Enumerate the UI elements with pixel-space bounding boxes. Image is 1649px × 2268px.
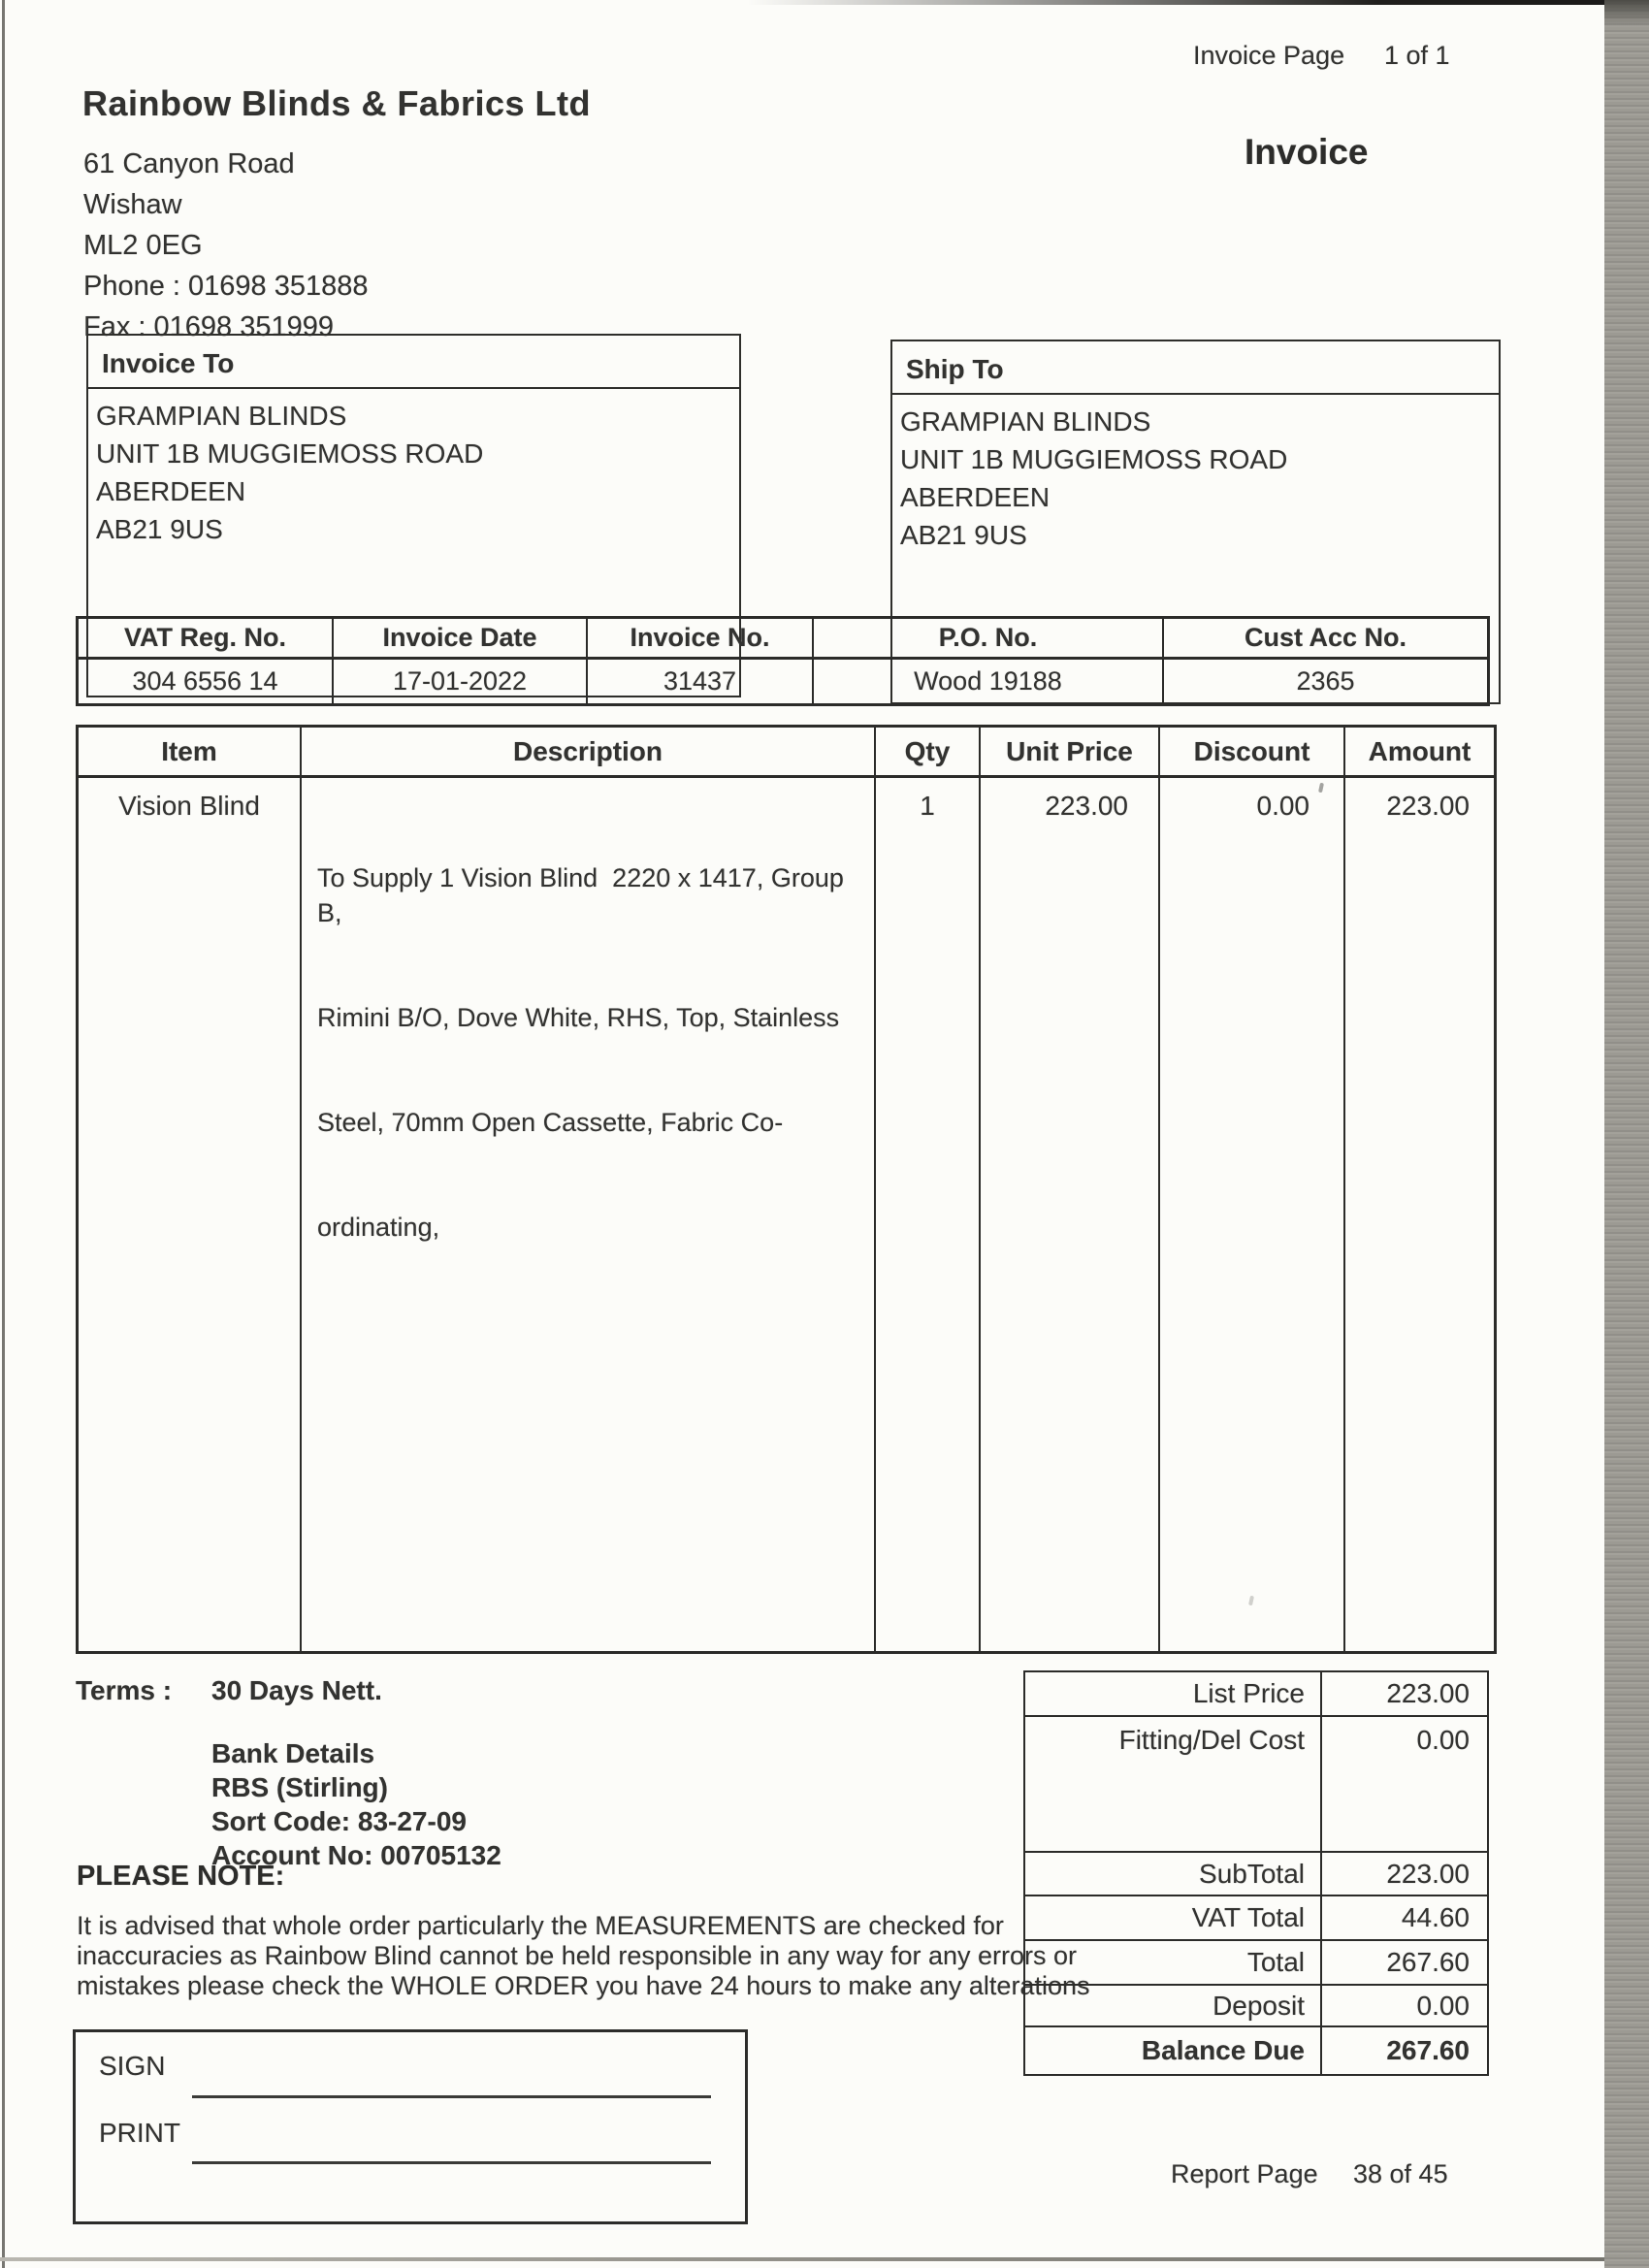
ship-to-line: AB21 9US [900,520,1027,550]
item-unit-price-cell: 223.00 [981,778,1160,1651]
ship-to-line: UNIT 1B MUGGIEMOSS ROAD [900,444,1288,474]
item-description-line: ordinating, [317,1213,440,1242]
meta-header-cust-acc-no: Cust Acc No. [1164,619,1487,660]
ship-to-line: GRAMPIAN BLINDS [900,406,1151,437]
item-discount-cell: 0.00 [1160,778,1345,1651]
scan-top-edge [747,0,1649,5]
please-note-line: It is advised that whole order particularly the MEASUREMENTS are checked for [77,1911,1004,1940]
sign-line [192,2095,711,2098]
item-description-line: Rimini B/O, Dove White, RHS, Top, Stainless [317,1003,840,1032]
sign-label: SIGN [99,2051,166,2081]
item-name-cell: Vision Blind [79,778,302,1651]
company-phone: Phone : 01698 351888 [83,271,369,302]
report-page-value: 38 of 45 [1353,2159,1448,2188]
company-address-line: Wishaw [83,189,182,220]
meta-value-cust-acc-no: 2365 [1296,666,1355,696]
bank-details-line: Account No: 00705132 [211,1840,501,1870]
meta-header-po-no: P.O. No. [814,619,1164,660]
document-title: Invoice [1245,132,1369,172]
company-address-line: 61 Canyon Road [83,148,295,179]
ship-to-line: ABERDEEN [900,482,1051,512]
ship-to-label: Ship To [892,341,1499,395]
items-header-unit-price: Unit Price [981,728,1160,778]
totals-label-total: Total [1025,1939,1322,1984]
please-note-heading: PLEASE NOTE: [77,1861,285,1892]
totals-box [1023,1670,1489,2076]
ship-to-address [892,395,1499,554]
print-label: PRINT [99,2118,180,2148]
invoice-page-label: Invoice Page [1193,41,1345,70]
meta-value-invoice-no: 31437 [588,660,814,703]
meta-value-po-no: Wood 19188 [814,660,1164,703]
invoice-to-line: AB21 9US [96,514,223,544]
bank-details-line: Sort Code: 83-27-09 [211,1806,467,1836]
bank-details-line: Bank Details [211,1738,375,1768]
report-page-indicator [1171,2159,1448,2189]
invoice-meta-table [76,616,1490,706]
bank-details-block [211,1736,501,1872]
totals-value-list-price: 223.00 [1386,1678,1470,1708]
items-header-amount: Amount [1345,728,1494,778]
totals-value-vat-total: 44.60 [1322,1895,1487,1939]
totals-label-subtotal: SubTotal [1025,1851,1322,1895]
meta-header-invoice-no: Invoice No. [588,619,814,660]
meta-header-invoice-date: Invoice Date [334,619,588,660]
invoice-page-indicator [1193,41,1450,71]
company-address-block [83,144,369,347]
please-note-text [77,1911,1089,2001]
meta-value-invoice-date: 17-01-2022 [334,660,588,703]
invoice-page-value: 1 of 1 [1384,41,1450,70]
invoice-to-address [88,389,739,548]
terms-value: 30 Days Nett. [211,1675,382,1705]
items-header-discount: Discount [1160,728,1345,778]
company-address-line: ML2 0EG [83,230,203,261]
bank-details-line: RBS (Stirling) [211,1772,388,1802]
totals-label-vat-total: VAT Total [1025,1895,1322,1939]
totals-label-balance-due: Balance Due [1025,2025,1322,2074]
invoice-to-line: UNIT 1B MUGGIEMOSS ROAD [96,438,484,469]
report-page-label: Report Page [1171,2159,1318,2188]
meta-value-vat-reg-no: 304 6556 14 [79,660,334,703]
item-amount-cell: 223.00 [1386,791,1470,821]
print-line [192,2161,711,2164]
company-fax: Fax : 01698 351999 [83,311,334,342]
item-description-cell [302,778,876,1651]
scan-right-band [1604,0,1649,2268]
meta-header-vat-reg-no: VAT Reg. No. [79,619,334,660]
item-description-line: Steel, 70mm Open Cassette, Fabric Co- [317,1108,784,1137]
line-items-table [76,725,1497,1654]
scan-bottom-edge [0,2257,1604,2261]
please-note-line: mistakes please check the WHOLE ORDER you have 24 hours to make any alterations [77,1971,1090,2000]
totals-value-fitting-del-cost: 0.00 [1322,1715,1487,1851]
totals-value-total: 267.60 [1322,1939,1487,1984]
signature-box [73,2029,748,2224]
invoice-to-line: GRAMPIAN BLINDS [96,401,347,431]
item-description-line: To Supply 1 Vision Blind 2220 x 1417, Group B, [317,863,852,927]
totals-value-deposit: 0.00 [1322,1984,1487,2025]
totals-label-fitting-del-cost: Fitting/Del Cost [1025,1715,1322,1851]
company-name: Rainbow Blinds & Fabrics Ltd [82,83,592,123]
items-header-description: Description [302,728,876,778]
totals-value-subtotal: 223.00 [1322,1851,1487,1895]
totals-label-deposit: Deposit [1025,1984,1322,2025]
totals-value-balance-due: 267.60 [1322,2025,1487,2074]
items-header-qty: Qty [876,728,981,778]
item-qty-cell: 1 [876,778,981,1651]
terms-label: Terms : [76,1675,173,1705]
invoice-to-label: Invoice To [88,336,739,389]
scan-left-edge [2,0,5,2268]
totals-label-list-price: List Price [1025,1672,1322,1715]
items-header-item: Item [79,728,302,778]
please-note-line: inaccuracies as Rainbow Blind cannot be held responsible in any way for any errors or [77,1941,1078,1970]
invoice-to-line: ABERDEEN [96,476,246,506]
